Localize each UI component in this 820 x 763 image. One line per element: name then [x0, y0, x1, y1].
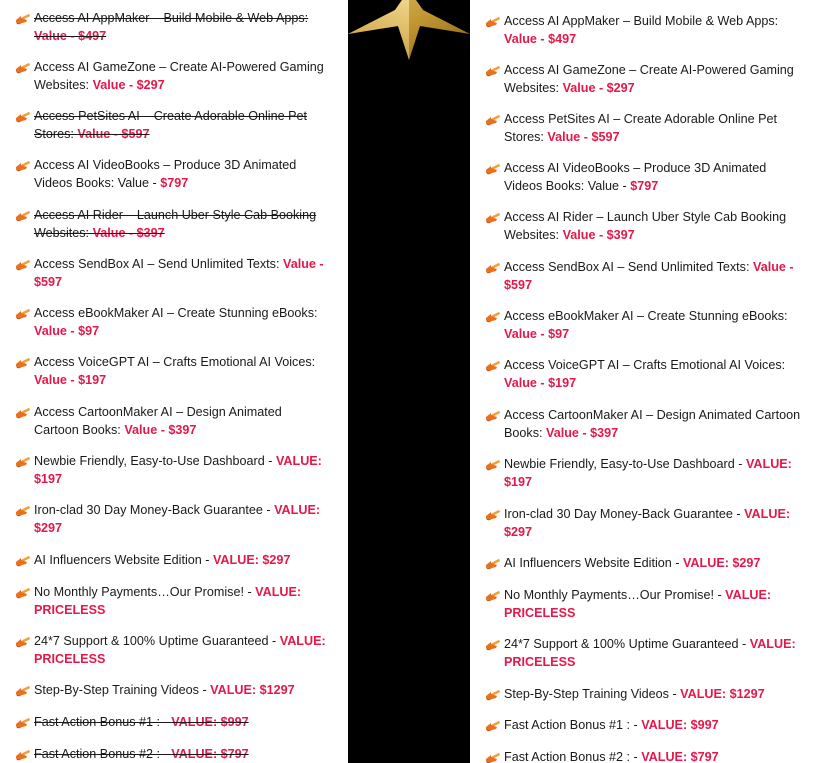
item-label: Iron-clad 30 Day Money-Back Guarantee -: [504, 507, 745, 521]
list-item: [0, 682, 348, 700]
item-value: VALUE: PRICELESS: [34, 634, 326, 666]
left-feature-list-panel: [0, 0, 348, 763]
item-value: VALUE: $197: [34, 454, 322, 486]
item-label: Access PetSites AI – Create Adorable Online Pet Stores:: [34, 109, 308, 141]
list-item-text: [34, 552, 326, 570]
pointing-hand-icon: [14, 714, 34, 730]
list-item-text: [504, 636, 806, 671]
pointing-hand-icon: [484, 62, 504, 78]
pointing-hand-icon: [484, 456, 504, 472]
list-item-text: [34, 682, 326, 700]
item-label: Newbie Friendly, Easy-to-Use Dashboard -: [34, 454, 276, 468]
item-value: $797: [160, 175, 189, 190]
pointing-hand-icon: [14, 584, 34, 600]
list-item: [470, 506, 820, 541]
item-value: Value - $597: [34, 257, 324, 289]
list-item: [0, 584, 348, 619]
list-item: [470, 456, 820, 491]
list-item-text: [504, 407, 806, 442]
list-item-text: [504, 587, 806, 622]
list-item: [0, 502, 348, 537]
pointing-hand-icon: [14, 682, 34, 698]
list-item-text: [34, 404, 326, 439]
item-value: VALUE: $197: [504, 457, 792, 489]
list-item: [470, 686, 820, 704]
list-item-text: [504, 13, 806, 48]
pointing-hand-icon: [484, 555, 504, 571]
list-item-text: [34, 584, 326, 619]
list-item-text: [34, 502, 326, 537]
item-value: VALUE: $1297: [210, 683, 295, 697]
item-label: No Monthly Payments…Our Promise! -: [504, 588, 726, 602]
item-value: Value - $297: [92, 77, 165, 92]
pointing-hand-icon: [14, 207, 34, 223]
item-value: VALUE: $1297: [680, 687, 765, 701]
item-label: Fast Action Bonus #2 : -: [504, 750, 642, 763]
item-value: VALUE: PRICELESS: [504, 588, 772, 620]
item-label: Access SendBox AI – Send Unlimited Texts:: [504, 260, 753, 274]
item-label: Access eBookMaker AI – Create Stunning eBooks:: [34, 306, 318, 320]
pointing-hand-icon: [14, 354, 34, 370]
item-value: VALUE: $297: [34, 503, 321, 535]
list-item: [0, 59, 348, 94]
item-label: Newbie Friendly, Easy-to-Use Dashboard -: [504, 457, 746, 471]
pointing-hand-icon: [14, 108, 34, 124]
right-feature-list-panel: [470, 0, 820, 763]
item-value: Value - $297: [562, 80, 635, 95]
item-value: Value - $97: [504, 326, 570, 341]
item-label: Access VoiceGPT AI – Crafts Emotional AI Voices:: [504, 358, 786, 372]
item-label: Access eBookMaker AI – Create Stunning eBooks:: [504, 309, 788, 323]
item-label: Step-By-Step Training Videos -: [504, 687, 681, 701]
pointing-hand-icon: [484, 749, 504, 763]
item-value: VALUE: $997: [171, 715, 249, 729]
list-item-text: [504, 749, 806, 763]
list-item-text: [504, 717, 806, 735]
pointing-hand-icon: [484, 308, 504, 324]
list-item-text: [34, 354, 326, 389]
pointing-hand-icon: [484, 13, 504, 29]
item-value: VALUE: $297: [212, 553, 291, 567]
item-label: Access AI VideoBooks – Produce 3D Animated Videos Books: Value -: [34, 158, 297, 190]
item-value: VALUE: $797: [171, 747, 249, 761]
list-item-text: [34, 714, 326, 732]
list-item: [0, 714, 348, 732]
list-item-text: [34, 207, 326, 242]
list-item-text: [34, 108, 326, 143]
list-item: [0, 354, 348, 389]
item-value: Value - $597: [77, 126, 150, 141]
list-item-text: [504, 62, 806, 97]
list-item: [0, 10, 348, 45]
item-label: Access AI VideoBooks – Produce 3D Animated Videos Books: Value -: [504, 161, 767, 193]
pointing-hand-icon: [484, 717, 504, 733]
item-label: Access AI Rider – Launch Uber Style Cab Booking Websites:: [34, 208, 317, 240]
item-label: Fast Action Bonus #1 : -: [504, 718, 642, 732]
item-value: Value - $97: [34, 323, 100, 338]
item-label: Access CartoonMaker AI – Design Animated Cartoon Books:: [34, 405, 282, 437]
list-item: [470, 587, 820, 622]
pointing-hand-icon: [484, 636, 504, 652]
list-item-text: [34, 59, 326, 94]
item-label: Access AI AppMaker – Build Mobile & Web Apps:: [504, 14, 779, 28]
item-value: $797: [630, 178, 659, 193]
item-label: Fast Action Bonus #2 : -: [34, 747, 172, 761]
item-value: VALUE: $297: [682, 556, 761, 570]
list-item: [0, 256, 348, 291]
pointing-hand-icon: [484, 357, 504, 373]
pointing-hand-icon: [484, 259, 504, 275]
list-item: [0, 453, 348, 488]
item-value: Value - $197: [504, 375, 577, 390]
list-item-text: [504, 357, 806, 392]
pointing-hand-icon: [14, 502, 34, 518]
item-label: Access AI AppMaker – Build Mobile & Web Apps:: [34, 11, 309, 25]
list-item: [0, 633, 348, 668]
list-item: [470, 308, 820, 343]
list-item-text: [34, 633, 326, 668]
item-value: Value - $397: [546, 425, 619, 440]
item-value: VALUE: $297: [504, 507, 791, 539]
item-label: Access SendBox AI – Send Unlimited Texts:: [34, 257, 283, 271]
item-label: 24*7 Support & 100% Uptime Guaranteed -: [504, 637, 750, 651]
list-item: [470, 259, 820, 294]
item-label: AI Influencers Website Edition -: [34, 553, 213, 567]
pointing-hand-icon: [14, 552, 34, 568]
list-item-text: [34, 305, 326, 340]
item-value: Value - $597: [547, 129, 620, 144]
item-label: Access AI GameZone – Create AI-Powered Gaming Websites:: [34, 60, 324, 92]
list-item: [470, 111, 820, 146]
pointing-hand-icon: [484, 587, 504, 603]
list-item: [470, 555, 820, 573]
pointing-hand-icon: [14, 305, 34, 321]
item-value: Value - $397: [92, 225, 165, 240]
list-item-text: [504, 456, 806, 491]
item-value: VALUE: PRICELESS: [34, 585, 302, 617]
list-item-text: [34, 453, 326, 488]
list-item-text: [34, 157, 326, 192]
item-label: Step-By-Step Training Videos -: [34, 683, 211, 697]
item-value: Value - $497: [34, 28, 107, 43]
item-label: Access AI Rider – Launch Uber Style Cab Booking Websites:: [504, 210, 787, 242]
item-label: No Monthly Payments…Our Promise! -: [34, 585, 256, 599]
item-value: Value - $597: [504, 260, 794, 292]
item-value: VALUE: $997: [641, 718, 719, 732]
list-item: [0, 552, 348, 570]
item-value: VALUE: $797: [641, 750, 719, 763]
pointing-hand-icon: [14, 59, 34, 75]
list-item: [470, 717, 820, 735]
list-item: [0, 746, 348, 763]
list-item-text: [34, 10, 326, 45]
list-item: [0, 305, 348, 340]
list-item: [470, 160, 820, 195]
item-value: Value - $397: [124, 422, 197, 437]
item-label: 24*7 Support & 100% Uptime Guaranteed -: [34, 634, 280, 648]
item-value: Value - $397: [562, 227, 635, 242]
list-item-text: [504, 209, 806, 244]
list-item-text: [504, 259, 806, 294]
pointing-hand-icon: [14, 404, 34, 420]
pointing-hand-icon: [484, 686, 504, 702]
pointing-hand-icon: [14, 157, 34, 173]
list-item: [470, 209, 820, 244]
pointing-hand-icon: [14, 453, 34, 469]
list-item-text: [504, 308, 806, 343]
list-item-text: [34, 256, 326, 291]
item-label: AI Influencers Website Edition -: [504, 556, 683, 570]
list-item-text: [504, 686, 806, 704]
item-value: Value - $497: [504, 31, 577, 46]
pointing-hand-icon: [484, 506, 504, 522]
list-item: [0, 207, 348, 242]
item-label: Fast Action Bonus #1 : -: [34, 715, 172, 729]
gold-star-icon: [348, 0, 470, 60]
list-item-text: [504, 506, 806, 541]
list-item: [470, 13, 820, 48]
list-item: [0, 404, 348, 439]
list-item: [470, 749, 820, 763]
list-item: [0, 108, 348, 143]
pointing-hand-icon: [484, 407, 504, 423]
pointing-hand-icon: [14, 256, 34, 272]
item-label: Access PetSites AI – Create Adorable Online Pet Stores:: [504, 112, 778, 144]
item-value: VALUE: PRICELESS: [504, 637, 796, 669]
list-item-text: [504, 160, 806, 195]
list-item: [470, 357, 820, 392]
list-item: [470, 407, 820, 442]
list-item-text: [34, 746, 326, 763]
list-item-text: [504, 111, 806, 146]
item-label: Access CartoonMaker AI – Design Animated Cartoon Books:: [504, 408, 801, 440]
item-label: Access AI GameZone – Create AI-Powered Gaming Websites:: [504, 63, 794, 95]
list-item-text: [504, 555, 806, 573]
pointing-hand-icon: [14, 10, 34, 26]
item-label: Access VoiceGPT AI – Crafts Emotional AI Voices:: [34, 355, 316, 369]
pointing-hand-icon: [484, 209, 504, 225]
list-item: [470, 62, 820, 97]
list-item: [470, 636, 820, 671]
item-label: Iron-clad 30 Day Money-Back Guarantee -: [34, 503, 275, 517]
pointing-hand-icon: [14, 633, 34, 649]
pointing-hand-icon: [484, 111, 504, 127]
item-value: Value - $197: [34, 372, 107, 387]
pointing-hand-icon: [14, 746, 34, 762]
list-item: [0, 157, 348, 192]
pointing-hand-icon: [484, 160, 504, 176]
